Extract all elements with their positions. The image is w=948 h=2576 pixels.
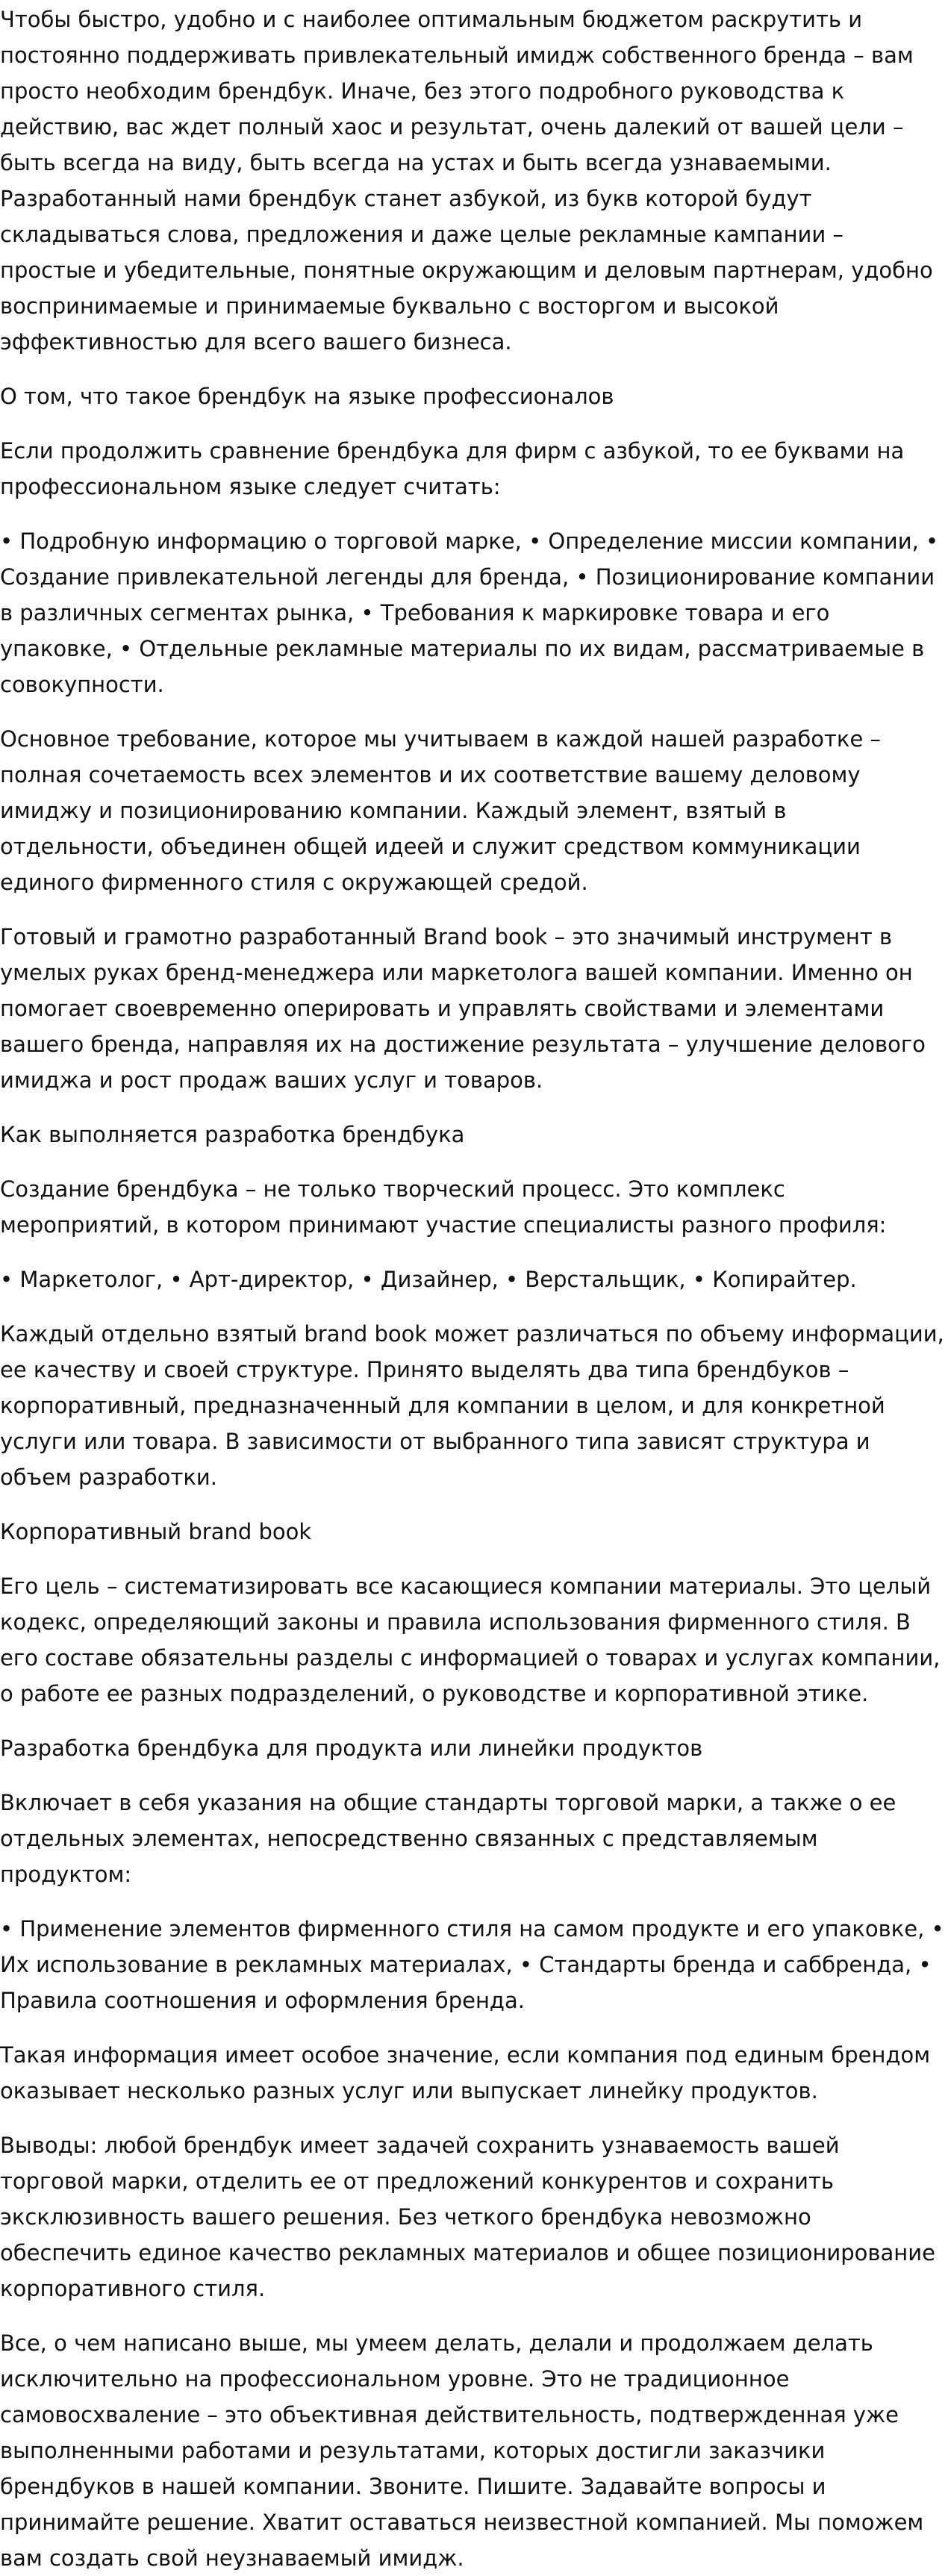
paragraph-special-importance: Такая информация имеет особое значение, если компания под единым брендом оказывает несколько разных услуг или выпускает линейку продуктов. (0, 2042, 931, 2103)
paragraph-product-standards: Включает в себя указания на общие стандарты торговой марки, а также о ее отдельных элементах, непосредственно связанных с представляемым продуктом: (0, 1790, 896, 1887)
article-body (0, 1, 945, 2576)
section-heading-development-process: Как выполняется разработка брендбука (0, 1122, 465, 1147)
section-heading-what-is-brandbook: О том, что такое брендбук на языке профессионалов (0, 384, 614, 409)
paragraph-creation-process: Создание брендбука – не только творческий процесс. Это комплекс мероприятий, в котором принимают участие специалисты разного профиля: (0, 1176, 887, 1238)
paragraph-brand-book-tool: Готовый и грамотно разработанный Brand book – это значимый инструмент в умелых руках бренд-менеджера или маркетолога вашей компании. Именно он помогает своевременно оперировать и управлять свойствами и элементами вашего бренда, направляя их на достижение результата – улучшение делового имиджа и рост продаж ваших услуг и товаров. (0, 924, 926, 1093)
paragraph-brandbook-types: Каждый отдельно взятый brand book может различаться по объему информации, ее качеству и своей структуре. Принято выделять два типа брендбуков – корпоративный, предназначенный для компании в целом, и для конкретной услуги или товара. В зависимости от выбранного типа зависят структура и объем разработки. (0, 1321, 944, 1490)
paragraph-corporate-goal: Его цель – систематизировать все касающиеся компании материалы. Это целый кодекс, определяющий законы и правила использования фирменного стиля. В его составе обязательны разделы с информацией о товарах и услугах компании, о работе ее разных подразделений, о руководстве и корпоративной этике. (0, 1574, 941, 1706)
paragraph-main-requirement: Основное требование, которое мы учитываем в каждой нашей разработке – полная сочетаемость всех элементов и их соответствие вашему деловому имиджу и позиционированию компании. Каждый элемент, взятый в отдельности, объединен общей идеей и служит средством коммуникации единого фирменного стиля с окружающей средой. (0, 726, 882, 895)
section-heading-product-brandbook: Разработка брендбука для продукта или линейки продуктов (0, 1735, 703, 1761)
paragraph-call-to-action: Все, о чем написано выше, мы умеем делать, делали и продолжаем делать исключительно на профессиональном уровне. Это не традиционное самовосхваление – это объективная действительность, подтвержденная уже выполненными работами и результатами, которых достигли заказчики брендбуков в нашей компании. Звоните. Пишите. Задавайте вопросы и принимайте решение. Хватит оставаться неизвестной компанией. Мы поможем вам создать свой неузнаваемый имидж. (0, 2330, 924, 2571)
intro-paragraph: Чтобы быстро, удобно и с наиболее оптимальным бюджетом раскрутить и постоянно поддерживать привлекательный имидж собственного бренда – вам просто необходим брендбук. Иначе, без этого подробного руководства к действию, вас ждет полный хаос и результат, очень далекий от вашей цели – быть всегда на виду, быть всегда на устах и быть всегда узнаваемыми. Разработанный нами брендбук станет азбукой, из букв которой будут складываться слова, предложения и даже целые рекламные кампании – простые и убедительные, понятные окружающим и деловым партнерам, удобно воспринимаемые и принимаемые буквально с восторгом и высокой эффективностью для всего вашего бизнеса. (0, 7, 933, 355)
section-heading-corporate-brandbook: Корпоративный brand book (0, 1519, 312, 1544)
bullet-list-product-elements: • Применение элементов фирменного стиля на самом продукте и его упаковке, • Их использование в рекламных материалах, • Стандарты бренда и саббренда, • Правила соотношения и оформления бренда. (0, 1916, 944, 2013)
bullet-list-brandbook-components: • Подробную информацию о торговой марке, • Определение миссии компании, • Создание привлекательной легенды для бренда, • Позиционирование компании в различных сегментах рынка, • Требования к маркировке товара и его упаковке, • Отдельные рекламные материалы по их видам, рассматриваемые в совокупности. (0, 528, 939, 697)
paragraph-alphabet-comparison: Если продолжить сравнение брендбука для фирм с азбукой, то ее буквами на профессиональном языке следует считать: (0, 438, 905, 499)
paragraph-conclusions: Выводы: любой брендбук имеет задачей сохранить узнаваемость вашей торговой марки, отделить ее от предложений конкурентов и сохранить эксклюзивность вашего решения. Без четкого брендбука невозможно обеспечить единое качество рекламных материалов и общее позиционирование корпоративного стиля. (0, 2133, 935, 2301)
bullet-list-specialists: • Маркетолог, • Арт-директор, • Дизайнер, • Верстальщик, • Копирайтер. (0, 1267, 857, 1292)
